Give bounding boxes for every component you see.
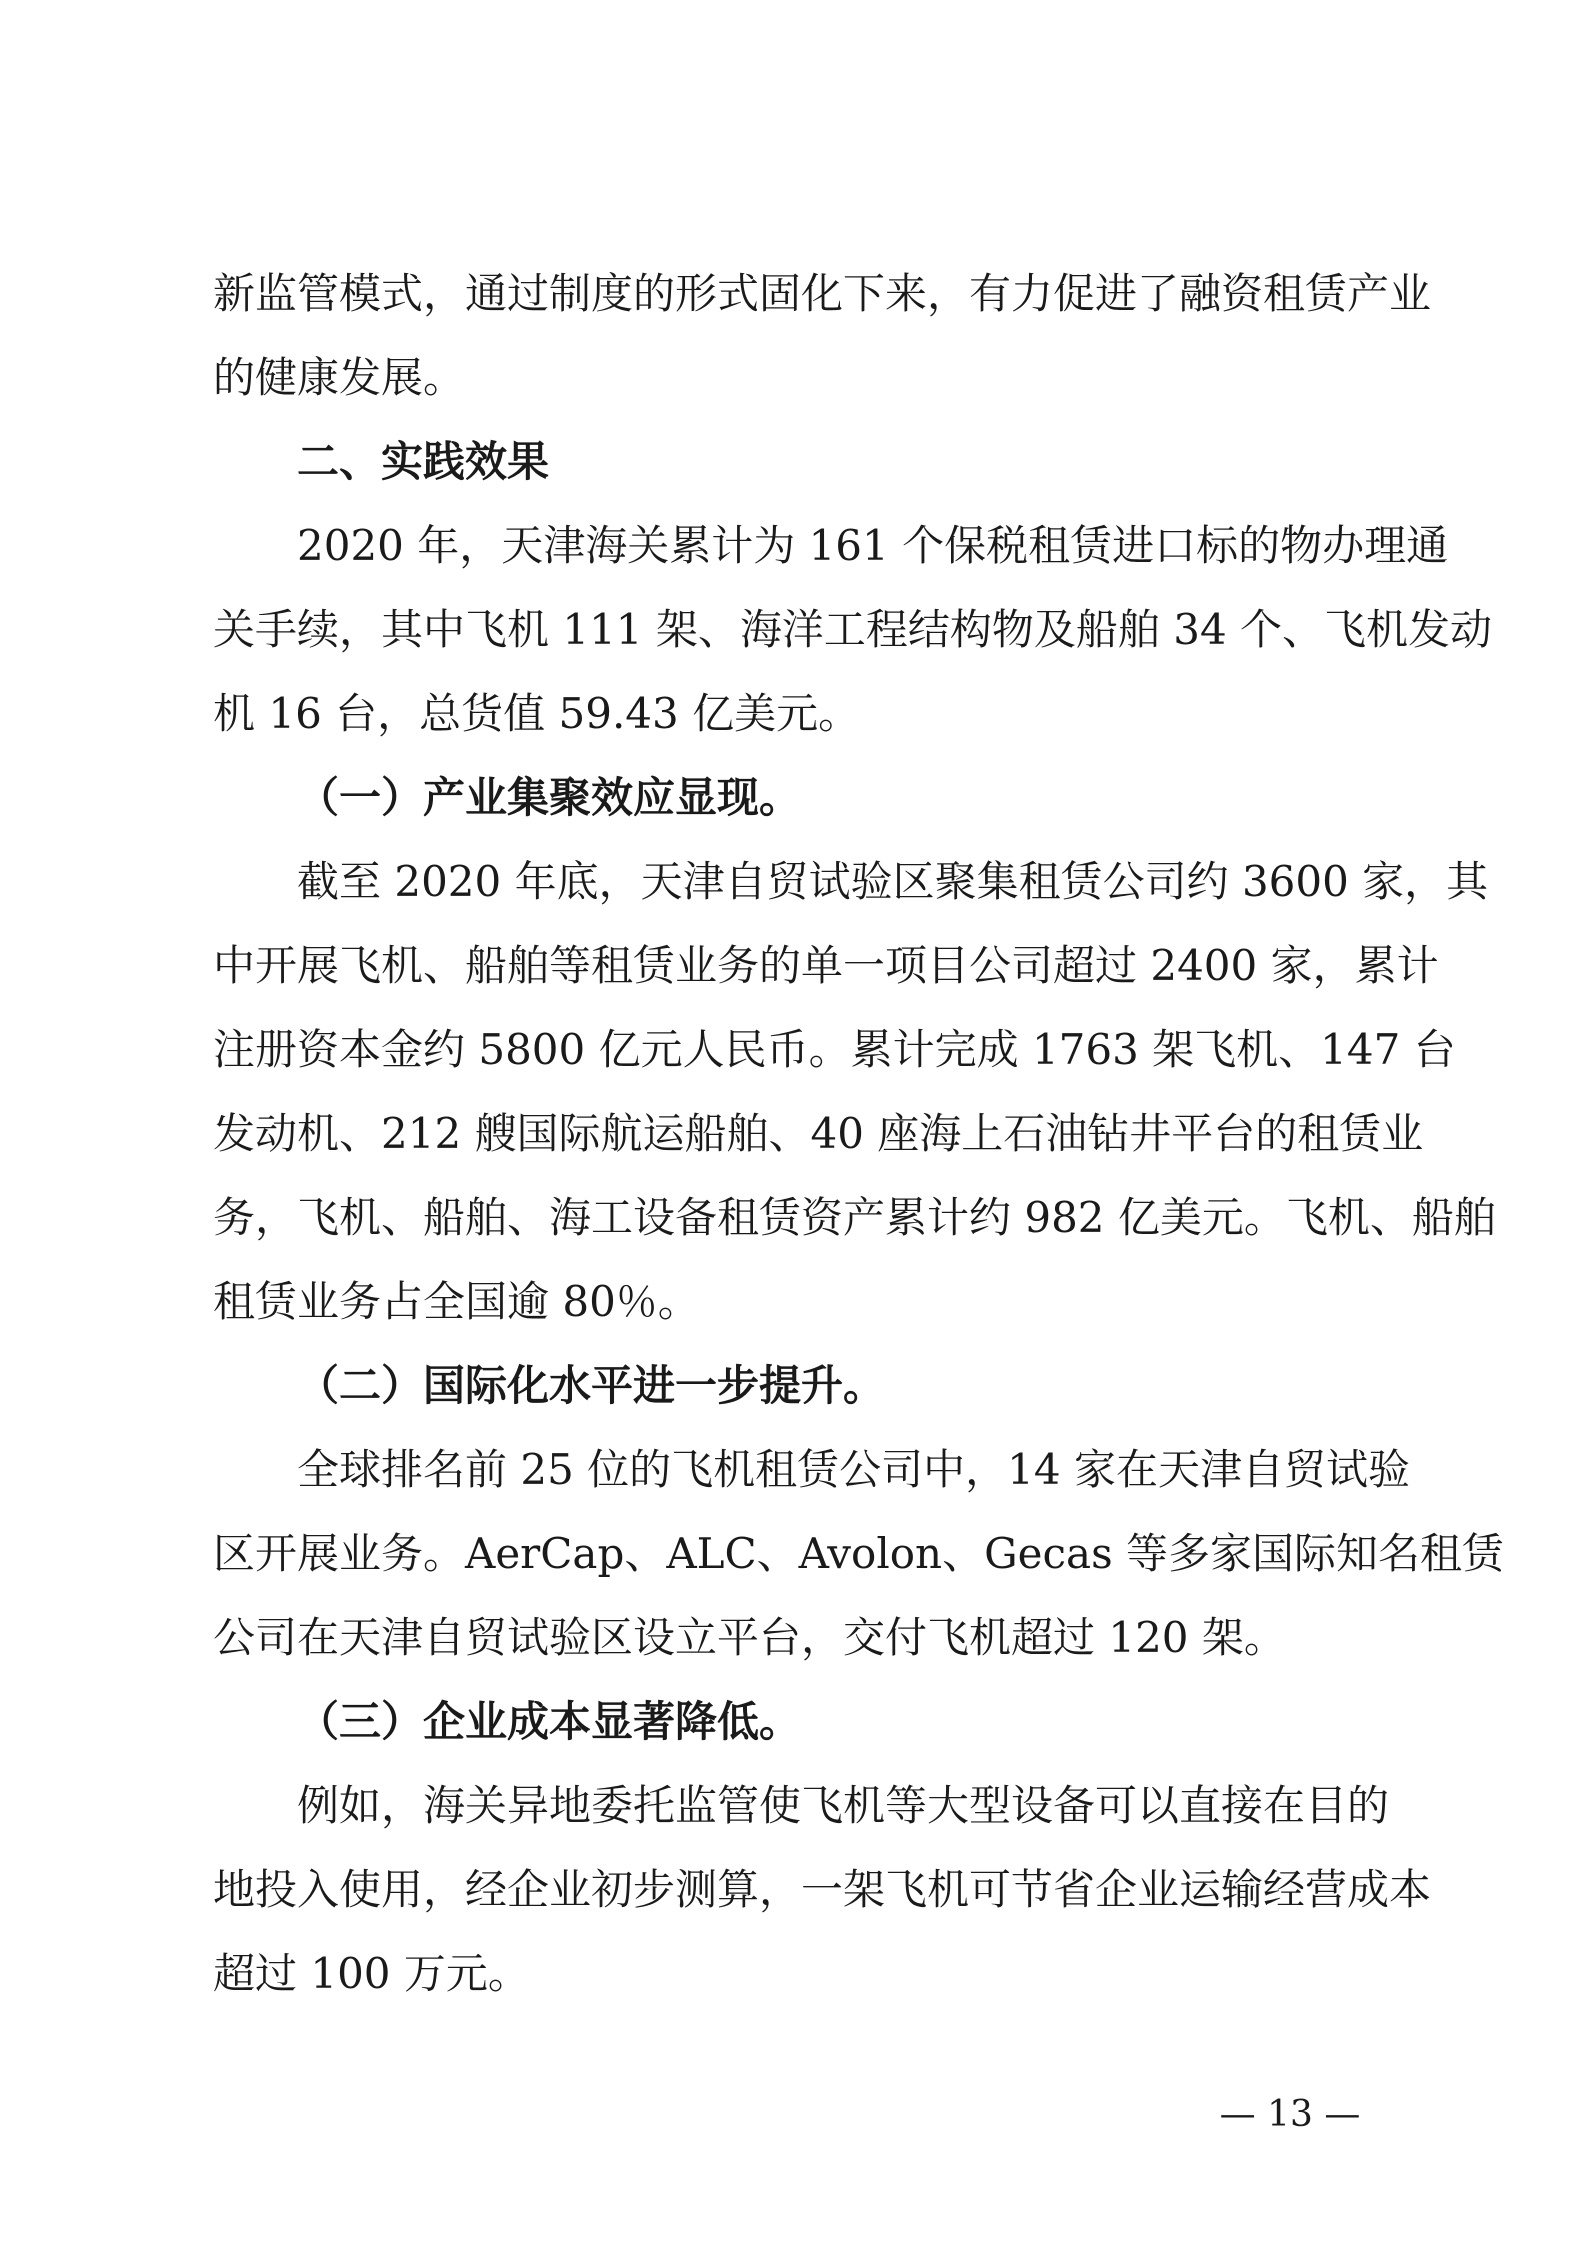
body-line: 超过 100 万元。: [213, 1949, 530, 1998]
subsection-heading: （一）产业集聚效应显现。: [297, 773, 802, 822]
body-line: 截至 2020 年底，天津自贸试验区聚集租赁公司约 3600 家，其: [297, 857, 1489, 906]
body-line: 全球排名前 25 位的飞机租赁公司中，14 家在天津自贸试验: [297, 1445, 1410, 1494]
body-line: 机 16 台，总货值 59.43 亿美元。: [213, 689, 861, 738]
body-line: 2020 年，天津海关累计为 161 个保税租赁进口标的物办理通: [297, 521, 1449, 570]
body-line: 例如，海关异地委托监管使飞机等大型设备可以直接在目的: [297, 1781, 1390, 1830]
subsection-heading: （三）企业成本显著降低。: [297, 1697, 802, 1746]
subsection-heading: （二）国际化水平进一步提升。: [297, 1361, 886, 1410]
body-line: 新监管模式，通过制度的形式固化下来，有力促进了融资租赁产业: [213, 269, 1432, 318]
body-line: 发动机、212 艘国际航运船舶、40 座海上石油钻井平台的租赁业: [213, 1109, 1424, 1158]
body-line: 公司在天津自贸试验区设立平台，交付飞机超过 120 架。: [213, 1613, 1286, 1662]
body-line: 租赁业务占全国逾 80％。: [213, 1277, 700, 1326]
body-line: 地投入使用，经企业初步测算，一架飞机可节省企业运输经营成本: [213, 1865, 1432, 1914]
page-number: — 13 —: [1219, 2094, 1361, 2135]
body-line: 区开展业务。AerCap、ALC、Avolon、Gecas 等多家国际知名租赁: [213, 1529, 1504, 1578]
body-line: 关手续，其中飞机 111 架、海洋工程结构物及船舶 34 个、飞机发动: [213, 605, 1493, 654]
section-heading: 二、实践效果: [297, 437, 550, 486]
body-line: 务，飞机、船舶、海工设备租赁资产累计约 982 亿美元。飞机、船舶: [213, 1193, 1496, 1242]
body-line: 中开展飞机、船舶等租赁业务的单一项目公司超过 2400 家，累计: [213, 941, 1439, 990]
body-line: 注册资本金约 5800 亿元人民币。累计完成 1763 架飞机、147 台: [213, 1025, 1456, 1074]
body-line: 的健康发展。: [213, 353, 466, 402]
